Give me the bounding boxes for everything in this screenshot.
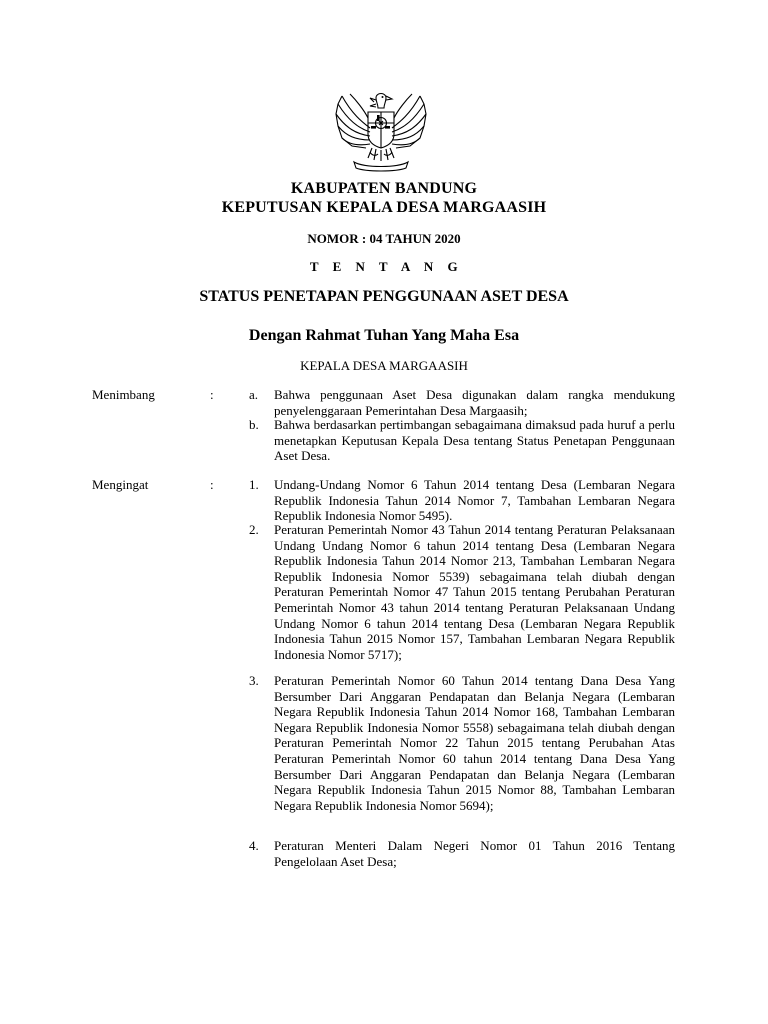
number-value: 04 TAHUN 2020 (369, 231, 461, 246)
issuing-official: KEPALA DESA MARGAASIH (300, 358, 468, 373)
regency-title: KABUPATEN BANDUNG (290, 180, 478, 197)
list-item (249, 838, 675, 869)
garuda-emblem-icon (330, 88, 432, 172)
item-marker: 3. (249, 673, 259, 688)
list-item (249, 673, 675, 813)
item-text: Bahwa penggunaan Aset Desa digunakan dalam rangka mendukung penyelenggaraan Pemerintahan Desa Margaasih; (274, 387, 675, 418)
decree-number (0, 231, 768, 247)
item-text: Peraturan Pemerintah Nomor 43 Tahun 2014 tentang Peraturan Pelaksanaan Undang Undang Nomor 6 tahun 2014 tentang Desa (Lembaran Negara Republik Indonesia Tahun 2014 Nomor 213, Tambahan Lembaran Negara Republik Indonesia Nomor 5539) sebagaimana telah diubah dengan Peraturan Pemerintah Nomor 47 Tahun 2015 tentang Perubahan Peraturan Pemerintah Nomor 43 tahun 2014 tentang Peraturan Pelaksanaan Undang Undang Nomor 6 tahun 2014 tentang Desa (Lembaran Negara Republik Indonesia Tahun 2015 Nomor 157, Tambahan Lembaran Negara Republik Indonesia Nomor 5717); (274, 522, 675, 662)
number-separator: : (361, 231, 367, 246)
list-item (249, 477, 675, 524)
item-marker: 1. (249, 477, 259, 492)
list-item (249, 417, 675, 464)
item-marker: 2. (249, 522, 259, 537)
considering-label: Menimbang (92, 387, 155, 402)
decree-subject: STATUS PENETAPAN PENGGUNAAN ASET DESA (199, 288, 569, 305)
invocation: Dengan Rahmat Tuhan Yang Maha Esa (248, 327, 520, 344)
list-item (249, 387, 675, 418)
item-text: Bahwa berdasarkan pertimbangan sebagaimana dimaksud pada huruf a perlu menetapkan Keputusan Kepala Desa tentang Status Penetapan Penggunaan Aset Desa. (274, 417, 675, 464)
item-text: Peraturan Pemerintah Nomor 60 Tahun 2014 tentang Dana Desa Yang Bersumber Dari Anggaran Pendapatan dan Belanja Negara (Lembaran Negara Republik Indonesia Tahun 2014 Nomor 168, Tambahan Lembaran Negara Republik Indonesia Nomor 5558) sebagaimana telah diubah dengan Peraturan Pemerintah Nomor 22 Tahun 2015 tentang Perubahan Atas Peraturan Pemerintah Nomor 60 tahun 2014 tentang Dana Desa Yang Bersumber Dari Anggaran Pendapatan dan Belanja Negara (Lembaran Negara Republik Indonesia Tahun 2015 Nomor 88, Tambahan Lembaran Negara Republik Indonesia Nomor 5694); (274, 673, 675, 813)
item-marker: a. (249, 387, 259, 402)
number-label: NOMOR (307, 231, 359, 246)
item-marker: b. (249, 417, 259, 432)
recalling-label: Mengingat (92, 477, 149, 492)
decree-title: KEPUTUSAN KEPALA DESA MARGAASIH (221, 199, 547, 216)
considering-colon: : (210, 387, 214, 402)
list-item (249, 522, 675, 662)
item-marker: 4. (249, 838, 259, 853)
item-text: Undang-Undang Nomor 6 Tahun 2014 tentang Desa (Lembaran Negara Republik Indonesia Tahun 2014 Nomor 7, Tambahan Lembaran Negara Republik Indonesia Nomor 5495). (274, 477, 675, 524)
recalling-colon: : (210, 477, 214, 492)
about-heading: T E N T A N G (309, 259, 464, 274)
item-text: Peraturan Menteri Dalam Negeri Nomor 01 Tahun 2016 Tentang Pengelolaan Aset Desa; (274, 838, 675, 869)
